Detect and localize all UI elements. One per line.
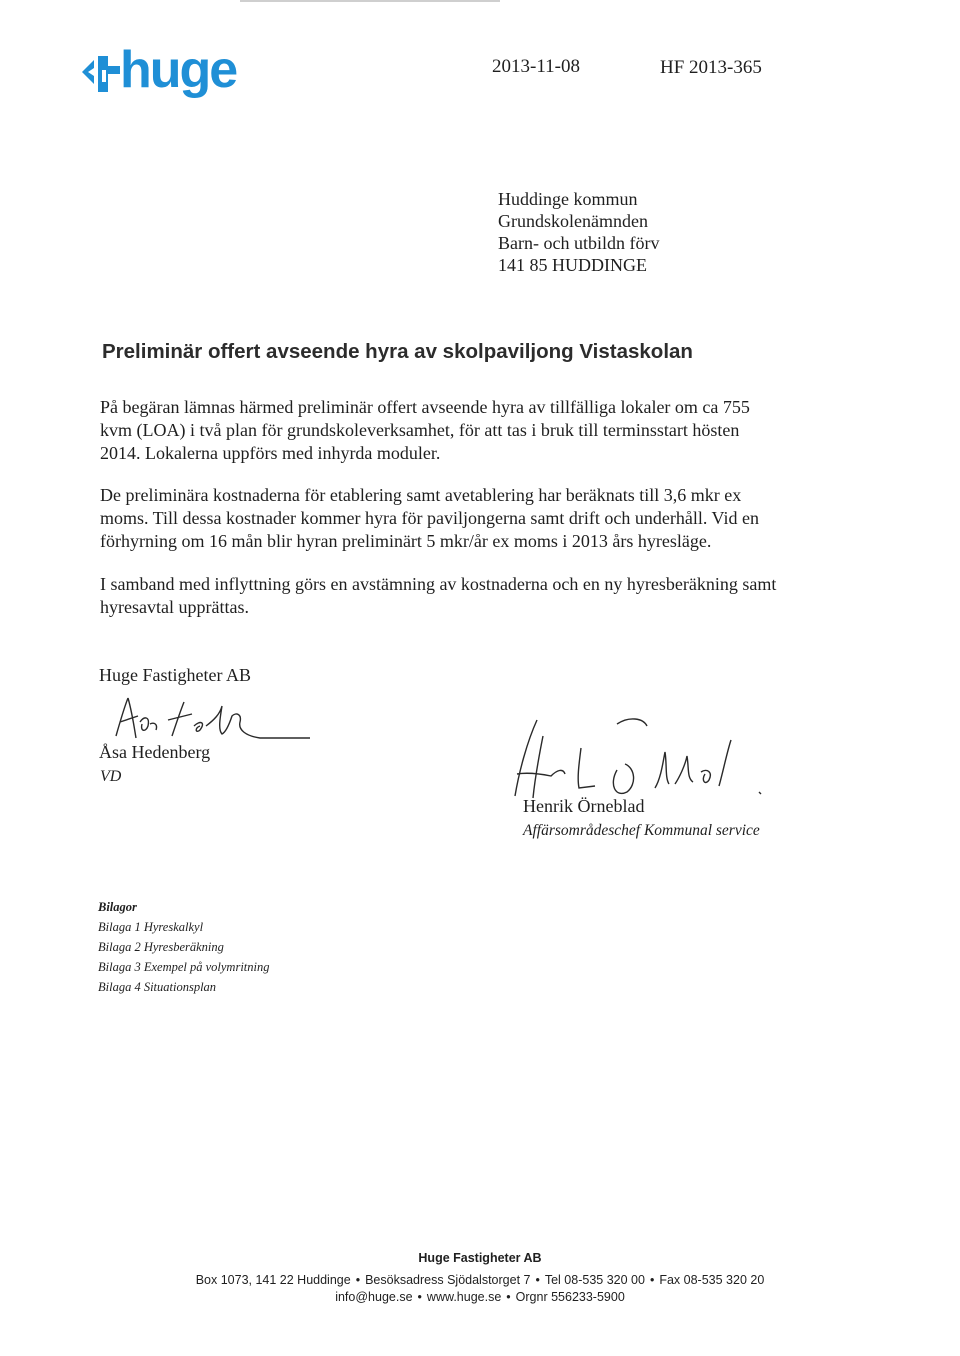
handwritten-signature-1 — [110, 692, 320, 748]
footer-separator: • — [506, 1290, 511, 1304]
footer-orgnr: Orgnr 556233-5900 — [515, 1290, 625, 1304]
recipient-line: Barn- och utbildn förv — [498, 233, 660, 253]
huge-logo — [80, 41, 250, 110]
huge-logo-mark-icon — [80, 54, 122, 94]
paragraph-line: hyresavtal upprättas. — [100, 597, 249, 617]
footer-phone: Tel 08-535 320 00 — [544, 1273, 645, 1287]
footer-line-2 — [0, 1289, 960, 1306]
footer-website: www.huge.se — [426, 1290, 502, 1304]
body-paragraph — [100, 396, 840, 465]
footer-address: Box 1073, 141 22 Huddinge — [195, 1273, 351, 1287]
paragraph-line: På begäran lämnas härmed preliminär offert avseende hyra av tillfälliga lokaler om ca 755 — [100, 397, 750, 417]
recipient-line: Huddinge kommun — [498, 189, 638, 209]
attachments-list — [98, 897, 270, 997]
footer-fax: Fax 08-535 320 20 — [659, 1273, 765, 1287]
paragraph-line: förhyrning om 16 mån blir hyran preliminärt 5 mkr/år ex moms i 2013 års hyresläge. — [100, 531, 712, 551]
footer-separator: • — [535, 1273, 540, 1287]
body-paragraph — [100, 573, 840, 619]
footer-separator: • — [649, 1273, 655, 1287]
attachments-heading: Bilagor — [98, 900, 137, 914]
body-paragraph — [100, 484, 840, 553]
footer-line-1 — [0, 1272, 960, 1289]
footer-visiting-address: Besöksadress Sjödalstorget 7 — [365, 1273, 531, 1287]
attachment-item: Bilaga 2 Hyresberäkning — [98, 940, 224, 954]
recipient-line: 141 85 HUDDINGE — [498, 255, 647, 275]
paragraph-line: De preliminära kostnaderna för etablering samt avetablering har beräknats till 3,6 mkr ex — [100, 485, 742, 505]
footer-company: Huge Fastigheter AB — [418, 1251, 542, 1265]
recipient-line: Grundskolenämnden — [498, 211, 648, 231]
signer-1-name: Åsa Hedenberg — [99, 742, 211, 762]
scan-artifact-line — [240, 0, 500, 2]
footer-separator: • — [355, 1273, 361, 1287]
attachment-item: Bilaga 1 Hyreskalkyl — [98, 920, 204, 934]
signer-1-role: VD — [100, 768, 122, 785]
signer-2-name: Henrik Örneblad — [523, 796, 645, 816]
letter-title: Preliminär offert avseende hyra av skolpaviljong Vistaskolan — [102, 340, 693, 363]
letter-date: 2013-11-08 — [492, 56, 580, 77]
attachment-item: Bilaga 4 Situationsplan — [98, 980, 217, 994]
attachment-item: Bilaga 3 Exempel på volymritning — [98, 960, 270, 974]
footer-email: info@huge.se — [335, 1290, 413, 1304]
recipient-address — [498, 188, 659, 276]
letter-reference: HF 2013-365 — [660, 57, 762, 78]
paragraph-line: 2014. Lokalerna uppförs med inhyrda moduler. — [100, 443, 441, 463]
signer-2-role: Affärsområdeschef Kommunal service — [523, 822, 760, 839]
handwritten-signature-2 — [505, 712, 775, 808]
paragraph-line: moms. Till dessa kostnader kommer hyra för paviljongerna samt drift och underhåll. Vid en — [100, 508, 759, 528]
signature-company: Huge Fastigheter AB — [99, 665, 251, 685]
footer-separator: • — [417, 1290, 422, 1304]
logo-wordmark: huge — [120, 41, 237, 99]
letter-footer — [0, 1250, 960, 1306]
paragraph-line: kvm (LOA) i två plan för grundskoleverksamhet, för att tas i bruk till terminsstart hösten — [100, 420, 740, 440]
paragraph-line: I samband med inflyttning görs en avstämning av kostnaderna och en ny hyresberäkning samt — [100, 574, 777, 594]
